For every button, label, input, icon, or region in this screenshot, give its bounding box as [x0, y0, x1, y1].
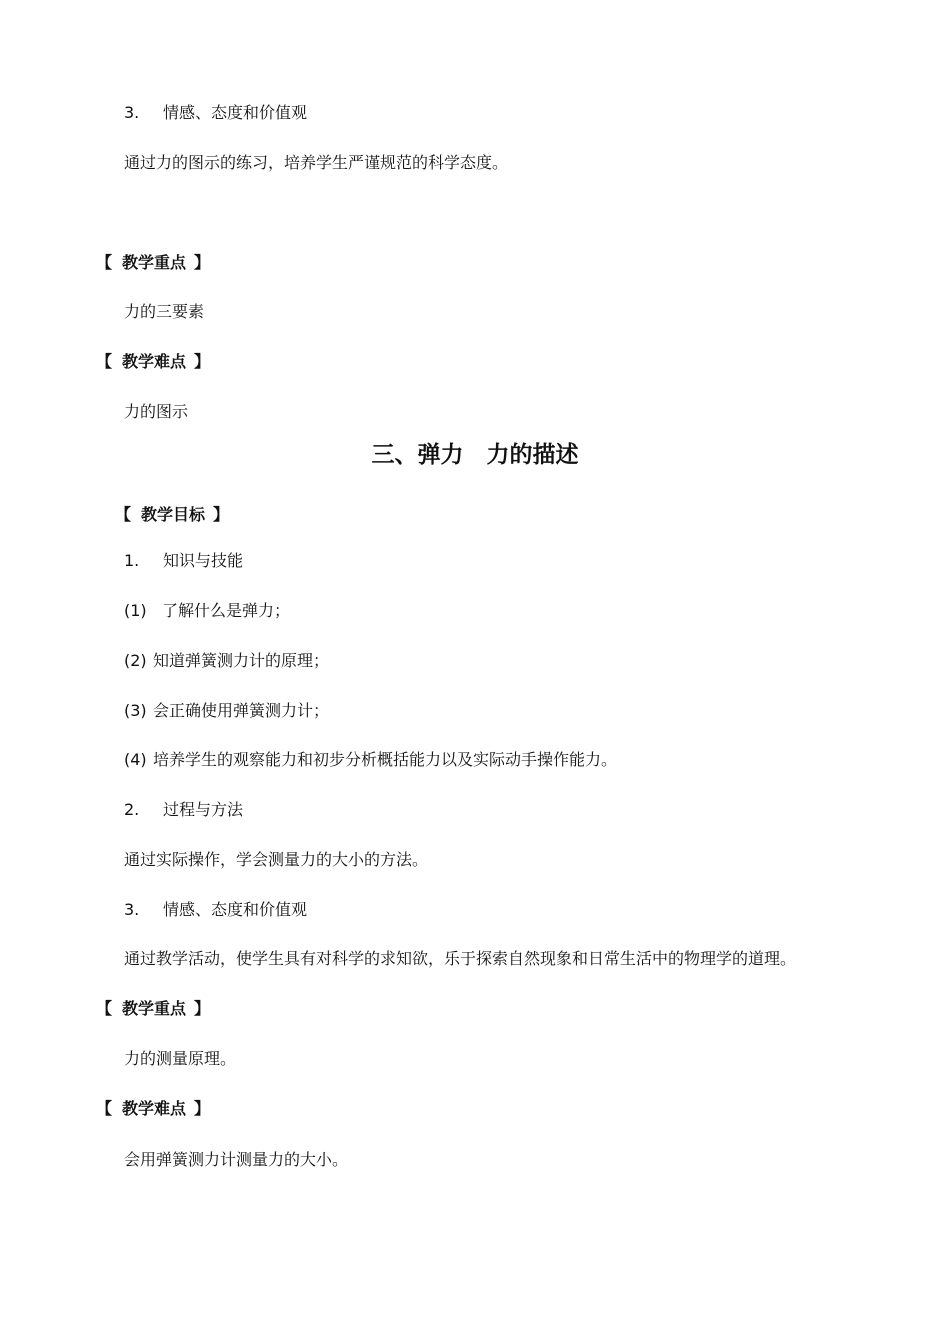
section-title: 三、弹力 力的描述	[371, 442, 579, 468]
prev-item3-number: 3.	[124, 103, 140, 122]
prev-item3-text: 通过力的图示的练习，培养学生严谨规范的科学态度。	[124, 153, 509, 172]
sub-item-text: 知道弹簧测力计的原理；	[153, 651, 330, 670]
prev-item3-heading	[124, 102, 307, 124]
item2-text: 通过实际操作，学会测量力的大小的方法。	[124, 850, 429, 869]
sub-item-1	[124, 600, 290, 622]
prev-key-points-heading	[96, 252, 210, 274]
sub-item-number: (3)	[124, 701, 147, 720]
bracket-open: 【	[96, 999, 113, 1018]
bracket-open: 【	[96, 352, 113, 371]
sub-item-2	[124, 650, 329, 672]
bracket-close: 】	[194, 999, 211, 1018]
difficult-points-heading	[96, 1098, 210, 1120]
sub-item-text: 培养学生的观察能力和初步分析概括能力以及实际动手操作能力。	[153, 750, 618, 769]
difficult-points-text: 会用弹簧测力计测量力的大小。	[124, 1150, 349, 1169]
item3-heading	[124, 899, 307, 921]
bracket-close: 】	[194, 253, 211, 272]
item2-label: 过程与方法	[163, 800, 244, 819]
key-points-label: 教学重点	[122, 999, 187, 1018]
item3-number: 3.	[124, 900, 140, 919]
prev-difficult-points-heading	[96, 351, 210, 373]
item2-heading	[124, 799, 243, 821]
bracket-close: 】	[213, 505, 230, 524]
prev-key-points-text: 力的三要素	[124, 302, 205, 321]
objectives-heading	[115, 504, 229, 526]
sub-item-text: 了解什么是弹力；	[162, 601, 291, 620]
bracket-open: 【	[96, 253, 113, 272]
item1-number: 1.	[124, 551, 140, 570]
sub-item-4	[124, 749, 617, 771]
key-points-text: 力的测量原理。	[124, 1049, 237, 1068]
bracket-close: 】	[194, 1099, 211, 1118]
sub-item-number: (2)	[124, 651, 147, 670]
sub-item-number: (4)	[124, 750, 147, 769]
item3-label: 情感、态度和价值观	[163, 900, 308, 919]
item3-text: 通过教学活动，使学生具有对科学的求知欲，乐于探索自然现象和日常生活中的物理学的道理。	[124, 949, 797, 968]
bracket-open: 【	[96, 1099, 113, 1118]
bracket-close: 】	[194, 352, 211, 371]
sub-item-number: (1)	[124, 601, 147, 620]
prev-key-points-label: 教学重点	[122, 253, 187, 272]
sub-item-text: 会正确使用弹簧测力计；	[153, 701, 330, 720]
sub-item-3	[124, 700, 329, 722]
bracket-open: 【	[115, 505, 132, 524]
item1-label: 知识与技能	[163, 551, 244, 570]
prev-item3-label: 情感、态度和价值观	[163, 103, 308, 122]
prev-difficult-points-label: 教学难点	[122, 352, 187, 371]
key-points-heading	[96, 998, 210, 1020]
prev-difficult-points-text: 力的图示	[124, 402, 189, 421]
item2-number: 2.	[124, 800, 140, 819]
item1-heading	[124, 550, 243, 572]
objectives-label: 教学目标	[141, 505, 206, 524]
difficult-points-label: 教学难点	[122, 1099, 187, 1118]
